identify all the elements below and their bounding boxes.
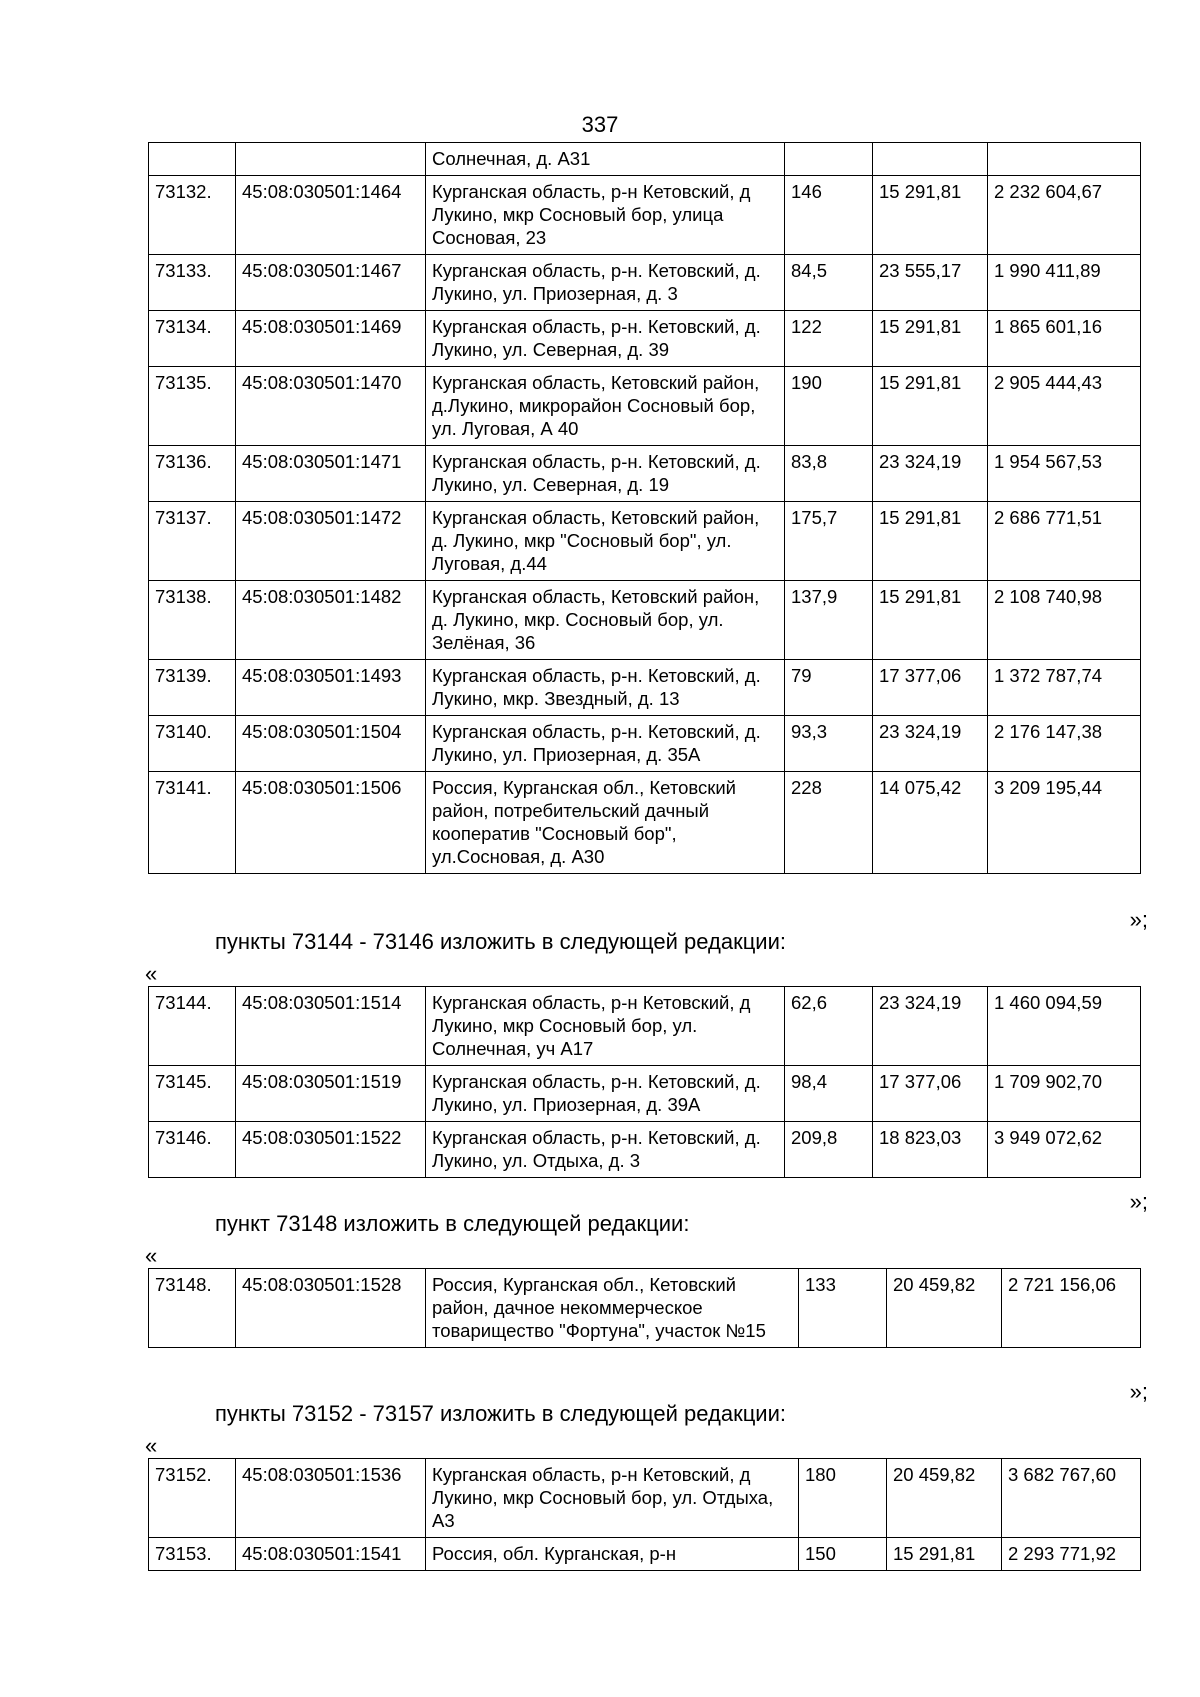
cell-area: 180 (799, 1459, 887, 1538)
table-row (149, 1122, 1141, 1178)
instruction-3: пункты 73152 - 73157 изложить в следующей редакции: (215, 1401, 787, 1426)
cell-cadastral-number: 45:08:030501:1519 (236, 1066, 426, 1122)
cell-address: Курганская область, Кетовский район, д. Лукино, мкр. Сосновый бор, ул. Зелёная, 36 (426, 581, 785, 660)
cell-cadastral-number: 45:08:030501:1493 (236, 660, 426, 716)
cell-address: Курганская область, р-н Кетовский, д Лукино, мкр Сосновый бор, ул. Отдыха, А3 (426, 1459, 799, 1538)
cell-specific-value: 20 459,82 (887, 1459, 1002, 1538)
cell-specific-value: 23 324,19 (873, 446, 988, 502)
cell-cadastral-value: 2 686 771,51 (988, 502, 1141, 581)
cell-area: 122 (785, 311, 873, 367)
cell-area (785, 143, 873, 176)
cell-cadastral-number: 45:08:030501:1464 (236, 176, 426, 255)
table-row (149, 255, 1141, 311)
cell-cadastral-value: 2 905 444,43 (988, 367, 1141, 446)
cell-cadastral-value: 2 176 147,38 (988, 716, 1141, 772)
cell-specific-value: 23 555,17 (873, 255, 988, 311)
cell-row-number: 73140. (149, 716, 236, 772)
cell-specific-value: 14 075,42 (873, 772, 988, 874)
table-row (149, 446, 1141, 502)
cell-cadastral-value: 2 108 740,98 (988, 581, 1141, 660)
cell-cadastral-value: 3 949 072,62 (988, 1122, 1141, 1178)
cell-cadastral-number: 45:08:030501:1528 (236, 1269, 426, 1348)
cell-row-number (149, 143, 236, 176)
cell-row-number: 73152. (149, 1459, 236, 1538)
table-row (149, 716, 1141, 772)
cell-specific-value: 20 459,82 (887, 1269, 1002, 1348)
instruction-1: пункты 73144 - 73146 изложить в следующей редакции: (215, 929, 787, 954)
cell-specific-value: 17 377,06 (873, 660, 988, 716)
cell-cadastral-value (988, 143, 1141, 176)
instruction-2: пункт 73148 изложить в следующей редакции: (215, 1211, 690, 1236)
cell-area: 209,8 (785, 1122, 873, 1178)
cell-row-number: 73134. (149, 311, 236, 367)
cell-address: Россия, Курганская обл., Кетовский район, потребительский дачный кооператив "Сосновый бор", ул.Сосновая, д. А30 (426, 772, 785, 874)
table-row (149, 1538, 1141, 1571)
closing-quote-3: »; (1129, 1379, 1148, 1404)
cell-cadastral-value: 1 954 567,53 (988, 446, 1141, 502)
cell-area: 175,7 (785, 502, 873, 581)
cell-cadastral-value: 1 709 902,70 (988, 1066, 1141, 1122)
cell-specific-value: 15 291,81 (873, 502, 988, 581)
cell-cadastral-number (236, 143, 426, 176)
cell-row-number: 73136. (149, 446, 236, 502)
cell-row-number: 73144. (149, 987, 236, 1066)
cell-area: 190 (785, 367, 873, 446)
table-row (149, 367, 1141, 446)
cell-specific-value (873, 143, 988, 176)
cell-area: 146 (785, 176, 873, 255)
property-table-1 (148, 142, 1141, 874)
property-table-2 (148, 986, 1141, 1178)
closing-quote-2: »; (1129, 1189, 1148, 1214)
cell-row-number: 73145. (149, 1066, 236, 1122)
cell-specific-value: 15 291,81 (873, 311, 988, 367)
cell-cadastral-number: 45:08:030501:1471 (236, 446, 426, 502)
cell-cadastral-number: 45:08:030501:1504 (236, 716, 426, 772)
cell-specific-value: 17 377,06 (873, 1066, 988, 1122)
cell-specific-value: 15 291,81 (873, 367, 988, 446)
table-row (149, 502, 1141, 581)
cell-row-number: 73138. (149, 581, 236, 660)
table-row (149, 581, 1141, 660)
cell-row-number: 73135. (149, 367, 236, 446)
cell-area: 79 (785, 660, 873, 716)
cell-cadastral-number: 45:08:030501:1514 (236, 987, 426, 1066)
table-row (149, 772, 1141, 874)
cell-specific-value: 18 823,03 (873, 1122, 988, 1178)
cell-address: Курганская область, Кетовский район, д.Лукино, микрорайон Сосновый бор, ул. Луговая, А 40 (426, 367, 785, 446)
cell-cadastral-number: 45:08:030501:1541 (236, 1538, 426, 1571)
cell-address: Курганская область, р-н Кетовский, д Лукино, мкр Сосновый бор, улица Сосновая, 23 (426, 176, 785, 255)
cell-specific-value: 15 291,81 (873, 176, 988, 255)
cell-cadastral-value: 2 232 604,67 (988, 176, 1141, 255)
cell-row-number: 73133. (149, 255, 236, 311)
cell-area: 93,3 (785, 716, 873, 772)
cell-area: 98,4 (785, 1066, 873, 1122)
cell-cadastral-value: 3 682 767,60 (1002, 1459, 1141, 1538)
cell-specific-value: 15 291,81 (887, 1538, 1002, 1571)
cell-address: Курганская область, р-н. Кетовский, д. Лукино, ул. Отдыха, д. 3 (426, 1122, 785, 1178)
cell-cadastral-number: 45:08:030501:1522 (236, 1122, 426, 1178)
cell-cadastral-value: 2 721 156,06 (1002, 1269, 1141, 1348)
property-table-4 (148, 1458, 1141, 1571)
table-row (149, 987, 1141, 1066)
closing-quote-1: »; (1129, 907, 1148, 932)
table-row (149, 1459, 1141, 1538)
cell-cadastral-number: 45:08:030501:1467 (236, 255, 426, 311)
cell-cadastral-number: 45:08:030501:1470 (236, 367, 426, 446)
cell-cadastral-number: 45:08:030501:1482 (236, 581, 426, 660)
cell-area: 84,5 (785, 255, 873, 311)
cell-cadastral-value: 1 865 601,16 (988, 311, 1141, 367)
cell-area: 228 (785, 772, 873, 874)
page-number: 337 (581, 112, 619, 137)
cell-specific-value: 23 324,19 (873, 987, 988, 1066)
cell-address: Курганская область, р-н Кетовский, д Лукино, мкр Сосновый бор, ул. Солнечная, уч А17 (426, 987, 785, 1066)
cell-address: Курганская область, Кетовский район, д. Лукино, мкр "Сосновый бор", ул. Луговая, д.44 (426, 502, 785, 581)
table-row (149, 1269, 1141, 1348)
cell-cadastral-number: 45:08:030501:1506 (236, 772, 426, 874)
cell-specific-value: 23 324,19 (873, 716, 988, 772)
cell-row-number: 73139. (149, 660, 236, 716)
cell-row-number: 73148. (149, 1269, 236, 1348)
cell-address: Курганская область, р-н. Кетовский, д. Лукино, мкр. Звездный, д. 13 (426, 660, 785, 716)
cell-address: Россия, обл. Курганская, р-н (426, 1538, 799, 1571)
table-row (149, 143, 1141, 176)
cell-area: 133 (799, 1269, 887, 1348)
table-row (149, 660, 1141, 716)
cell-specific-value: 15 291,81 (873, 581, 988, 660)
cell-cadastral-value: 2 293 771,92 (1002, 1538, 1141, 1571)
cell-address: Солнечная, д. А31 (426, 143, 785, 176)
cell-area: 62,6 (785, 987, 873, 1066)
cell-cadastral-value: 1 372 787,74 (988, 660, 1141, 716)
cell-row-number: 73132. (149, 176, 236, 255)
cell-row-number: 73153. (149, 1538, 236, 1571)
cell-cadastral-number: 45:08:030501:1469 (236, 311, 426, 367)
opening-quote-1: « (145, 961, 158, 986)
cell-row-number: 73137. (149, 502, 236, 581)
cell-address: Россия, Курганская обл., Кетовский район, дачное некоммерческое товарищество "Фортуна", участок №15 (426, 1269, 799, 1348)
cell-address: Курганская область, р-н. Кетовский, д. Лукино, ул. Северная, д. 19 (426, 446, 785, 502)
opening-quote-2: « (145, 1243, 158, 1268)
property-table-3 (148, 1268, 1141, 1348)
cell-cadastral-value: 1 990 411,89 (988, 255, 1141, 311)
cell-address: Курганская область, р-н. Кетовский, д. Лукино, ул. Приозерная, д. 3 (426, 255, 785, 311)
opening-quote-3: « (145, 1433, 158, 1458)
table-row (149, 311, 1141, 367)
cell-address: Курганская область, р-н. Кетовский, д. Лукино, ул. Северная, д. 39 (426, 311, 785, 367)
table-row (149, 1066, 1141, 1122)
cell-cadastral-value: 1 460 094,59 (988, 987, 1141, 1066)
cell-area: 150 (799, 1538, 887, 1571)
cell-area: 137,9 (785, 581, 873, 660)
cell-address: Курганская область, р-н. Кетовский, д. Лукино, ул. Приозерная, д. 39А (426, 1066, 785, 1122)
cell-row-number: 73146. (149, 1122, 236, 1178)
cell-address: Курганская область, р-н. Кетовский, д. Лукино, ул. Приозерная, д. 35А (426, 716, 785, 772)
table-row (149, 176, 1141, 255)
cell-cadastral-value: 3 209 195,44 (988, 772, 1141, 874)
cell-row-number: 73141. (149, 772, 236, 874)
cell-cadastral-number: 45:08:030501:1472 (236, 502, 426, 581)
cell-area: 83,8 (785, 446, 873, 502)
cell-cadastral-number: 45:08:030501:1536 (236, 1459, 426, 1538)
